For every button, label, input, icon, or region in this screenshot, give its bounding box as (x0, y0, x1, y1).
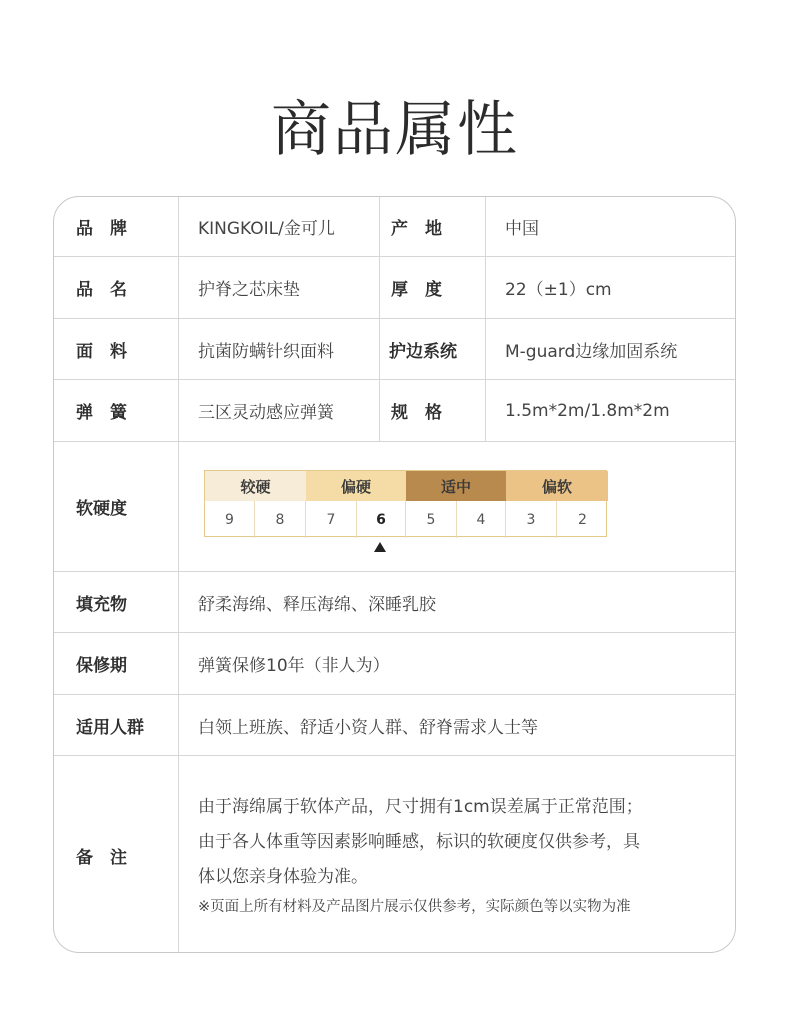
firmness-scale-header (205, 471, 606, 501)
size-label: 规 格 (391, 403, 442, 423)
filling-label: 填充物 (76, 594, 127, 615)
name-label: 品 名 (76, 280, 127, 300)
warranty-label: 保修期 (76, 656, 127, 676)
table-row-brand (54, 197, 735, 257)
firmness-number-selected: 6 (357, 501, 406, 538)
table-row-filling (54, 572, 735, 633)
notes-line: 体以您亲身体验为准。 (198, 867, 368, 887)
fabric-label: 面 料 (76, 341, 127, 362)
edge-system-label: 护边系统 (389, 341, 457, 362)
table-row-spring (54, 380, 735, 442)
firmness-segment-hard: 较硬 (205, 471, 306, 501)
firmness-number: 4 (457, 501, 506, 538)
firmness-number: 3 (506, 501, 557, 538)
firmness-segment-medium: 适中 (406, 471, 506, 501)
firmness-scale (204, 470, 607, 537)
table-row-firmness (54, 442, 735, 572)
firmness-indicator-icon (374, 542, 386, 552)
firmness-scale-numbers (205, 501, 606, 538)
table-row-audience (54, 695, 735, 756)
firmness-segment-soft: 偏软 (506, 471, 608, 501)
table-row-notes (54, 756, 735, 953)
thickness-value: 22（±1）cm (505, 280, 612, 300)
brand-label: 品 牌 (76, 219, 127, 239)
spring-label: 弹 簧 (76, 403, 127, 423)
filling-value: 舒柔海绵、释压海绵、深睡乳胶 (198, 594, 436, 615)
table-row-warranty (54, 633, 735, 695)
name-value: 护脊之芯床垫 (198, 280, 300, 300)
origin-value: 中国 (505, 219, 539, 239)
firmness-segment-firm: 偏硬 (306, 471, 406, 501)
firmness-number: 9 (205, 501, 255, 538)
notes-disclaimer: ※页面上所有材料及产品图片展示仅供参考，实际颜色等以实物为准 (198, 899, 631, 915)
size-value: 1.5m*2m/1.8m*2m (505, 400, 670, 421)
spring-value: 三区灵动感应弹簧 (198, 403, 334, 423)
audience-label: 适用人群 (76, 717, 144, 738)
firmness-number: 2 (578, 511, 587, 528)
firmness-label: 软硬度 (76, 499, 127, 519)
table-row-fabric (54, 319, 735, 380)
firmness-number: 7 (306, 501, 357, 538)
product-attributes-table (53, 196, 736, 953)
notes-label: 备 注 (76, 847, 127, 868)
warranty-value: 弹簧保修10年（非人为） (198, 656, 390, 676)
notes-line: 由于海绵属于软体产品，尺寸拥有1cm误差属于正常范围； (198, 797, 643, 817)
firmness-number: 5 (406, 501, 457, 538)
page-title: 商品属性 (271, 95, 519, 165)
table-row-name (54, 257, 735, 319)
thickness-label: 厚 度 (391, 280, 442, 300)
firmness-number: 8 (255, 501, 306, 538)
brand-value: KINGKOIL/金可儿 (198, 219, 335, 239)
edge-system-value: M-guard边缘加固系统 (505, 341, 678, 362)
notes-line: 由于各人体重等因素影响睡感，标识的软硬度仅供参考，具 (198, 832, 640, 852)
fabric-value: 抗菌防螨针织面料 (198, 341, 334, 362)
origin-label: 产 地 (391, 219, 442, 239)
audience-value: 白领上班族、舒适小资人群、舒脊需求人士等 (198, 717, 538, 738)
